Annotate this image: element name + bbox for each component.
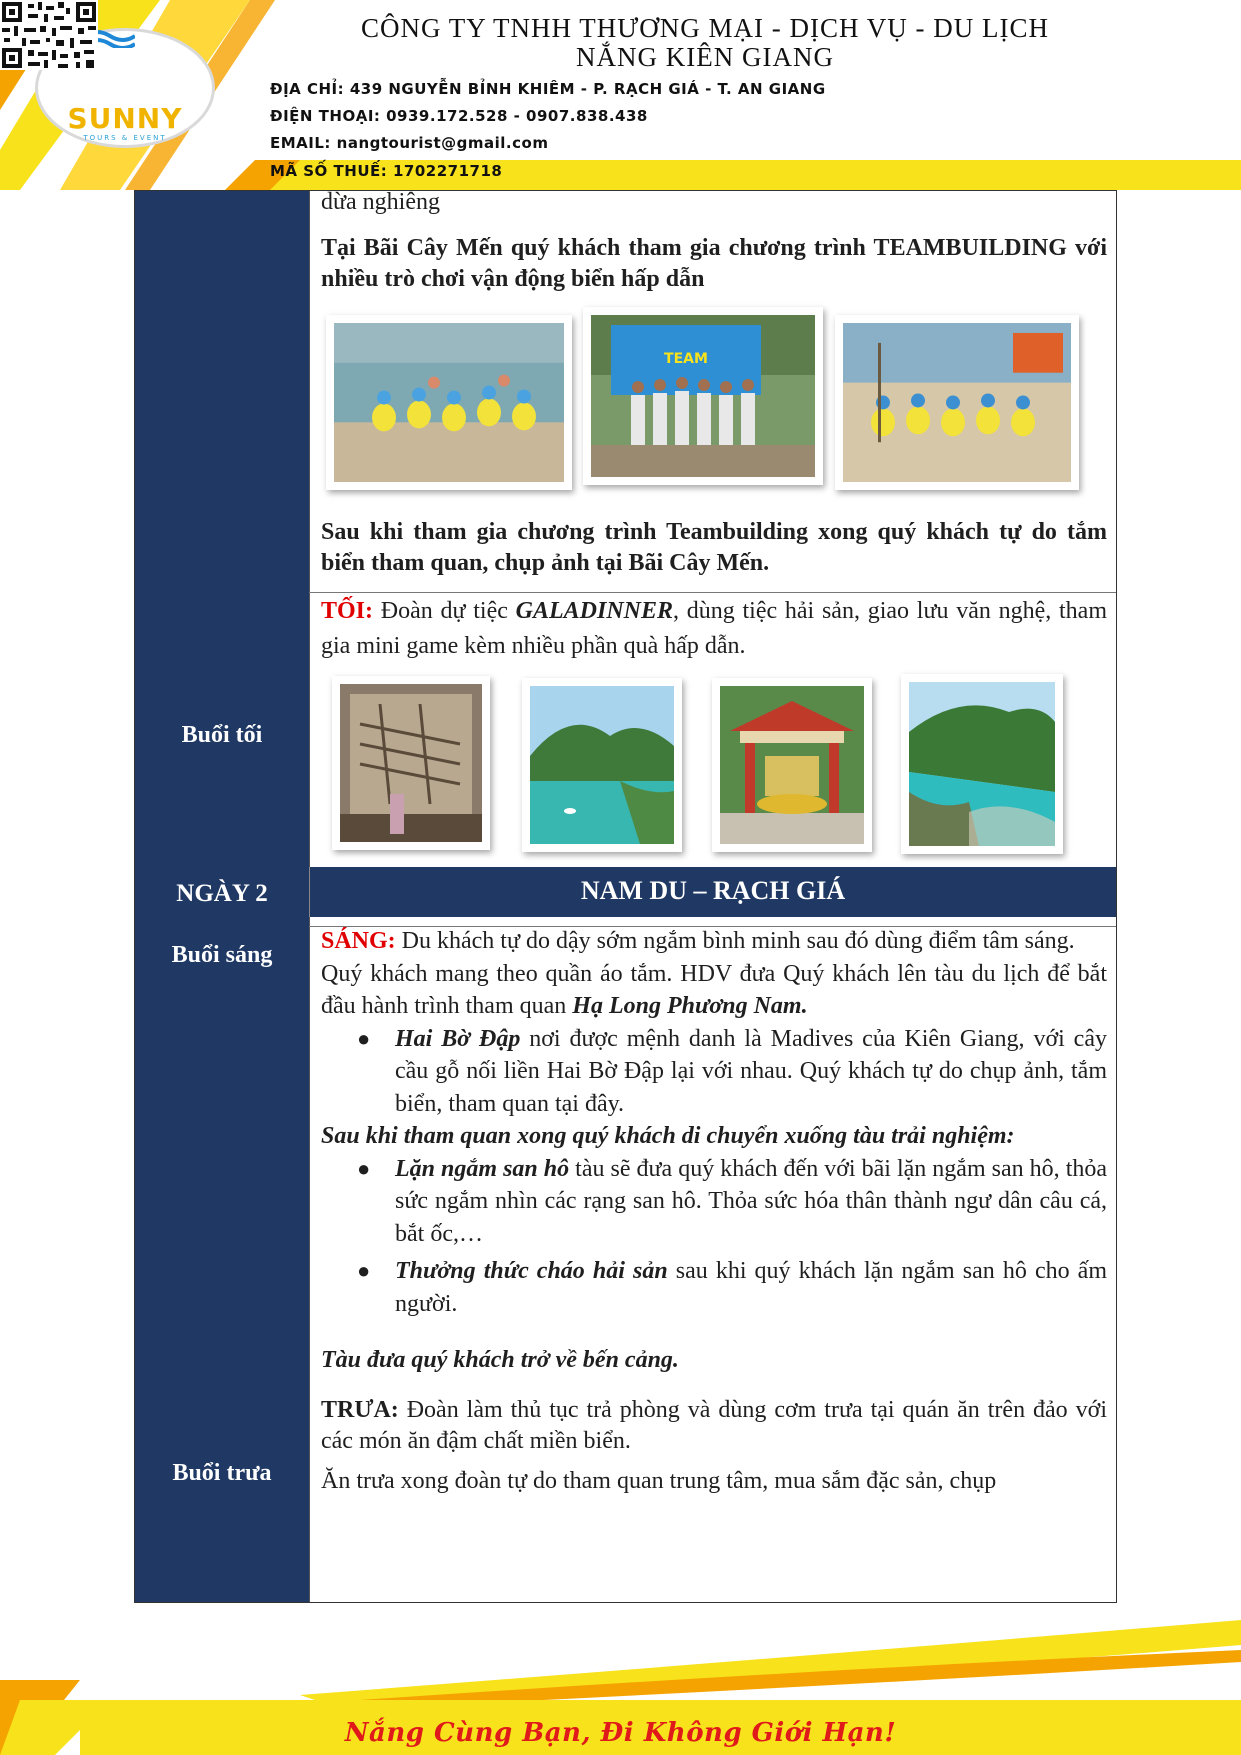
- after-lunch-text: Ăn trưa xong đoàn tự do tham quan trung tâm, mua sắm đặc sản, chụp: [321, 1467, 997, 1494]
- noon-text: Đoàn làm thủ tục trả phòng và dùng cơm trưa tại quán ăn trên đảo với các món ăn đậm chất miền biển.: [321, 1396, 1107, 1454]
- morning-paragraph: [321, 925, 1107, 958]
- svg-text:TEAM: TEAM: [664, 351, 708, 367]
- company-tax-code: MÃ SỐ THUẾ: 1702271718: [270, 162, 503, 180]
- evening-time-label: TỐI:: [321, 598, 374, 624]
- list-item-text: nơi được mệnh danh là Madives của Kiên Giang, với cây cầu gỗ nối liền Hai Bờ Đập lại với nhau. Quý khách tự do chụp ảnh, tắm biển, tham quan tại đây.: [395, 1025, 1107, 1117]
- after-tour-heading: Sau khi tham quan xong quý khách di chuyển xuống tàu trải nghiệm:: [321, 1123, 1015, 1149]
- logo-text: SUNNY: [67, 102, 183, 135]
- return-to-port-text: Tàu đưa quý khách trở về bến cảng.: [321, 1347, 679, 1373]
- list-item-text: tàu sẽ đưa quý khách đến với bãi lặn ngắm san hô, thỏa sức ngắm nhìn các rạng san hô. Thỏa sức hóa thân thành ngư dân câu cá, bắt ốc,…: [395, 1155, 1108, 1247]
- footer-slogan: Nắng Cùng Bạn, Đi Không Giới Hạn!: [344, 1718, 897, 1748]
- list-item: [321, 1255, 1107, 1320]
- company-address: ĐỊA CHỈ: 439 NGUYỄN BỈNH KHIÊM - P. RẠCH GIÁ - T. AN GIANG: [270, 80, 826, 98]
- morning-time-label: SÁNG:: [321, 928, 396, 954]
- list-item-text: sau khi quý khách lặn ngắm san hô cho ấm người.: [395, 1258, 1107, 1317]
- evening-text-pre: Đoàn dự tiệc: [373, 598, 516, 624]
- experience-list: [321, 1153, 1107, 1321]
- evening-photo-3: [712, 678, 872, 852]
- teambuilding-photo-1: [326, 315, 572, 490]
- logo-subtext: TOURS & EVENT: [83, 134, 167, 142]
- list-item-title: Lặn ngắm san hô: [395, 1155, 570, 1182]
- day-2-label: NGÀY 2: [176, 880, 268, 907]
- session-label-evening: Buổi tối: [181, 722, 263, 748]
- company-name: [290, 14, 1120, 72]
- noon-paragraph: [321, 1395, 1107, 1457]
- evening-photo-1: [332, 676, 490, 850]
- day-2-content: [321, 925, 1107, 1497]
- bullet-icon: ●: [357, 1155, 371, 1181]
- evening-photo-4: [901, 674, 1063, 854]
- evening-photo-2: [522, 678, 682, 852]
- company-email: EMAIL: nangtourist@gmail.com: [270, 134, 549, 152]
- after-teambuilding-paragraph: Sau khi tham gia chương trình Teambuilding xong quý khách tự do tắm biển tham quan, chụp ảnh tại Bãi Cây Mến.: [321, 519, 1107, 576]
- list-item-title: Thưởng thức cháo hải sản: [395, 1258, 668, 1284]
- company-name-line1: CÔNG TY TNHH THƯƠNG MẠI - DỊCH VỤ - DU LỊCH: [361, 13, 1049, 43]
- header-band: [0, 0, 1241, 190]
- section-continued-text: dừa nghiêng: [321, 189, 440, 215]
- company-name-line2: NẮNG KIÊN GIANG: [576, 42, 834, 72]
- list-item: [321, 1153, 1107, 1251]
- list-item: [321, 1023, 1107, 1121]
- bullet-icon: ●: [357, 1025, 371, 1051]
- evening-paragraph: [321, 594, 1107, 664]
- day-2-title: NAM DU – RẠCH GIÁ: [580, 876, 846, 905]
- tour-start-text: Quý khách mang theo quần áo tắm. HDV đưa Quý khách lên tàu du lịch để bắt đầu hành trình tham quan: [321, 960, 1107, 1019]
- session-label-morning: Buổi sáng: [171, 942, 273, 968]
- tour-start-paragraph: [321, 958, 1107, 1023]
- evening-text-post: , dùng tiệc hải sản, giao lưu văn nghệ, tham gia mini game kèm nhiều phần quà hấp dẫn.: [321, 598, 1107, 659]
- teambuilding-photo-2: [583, 307, 823, 485]
- morning-text: Du khách tự do dậy sớm ngắm bình minh sau đó dùng điểm tâm sáng.: [395, 928, 1075, 954]
- gala-dinner-label: GALADINNER: [515, 598, 674, 624]
- session-label-noon: Buổi trưa: [172, 1460, 272, 1486]
- ha-long-phuong-nam-label: Hạ Long Phương Nam.: [572, 993, 808, 1019]
- itinerary-table: [134, 190, 1117, 1603]
- attraction-list: [321, 1023, 1107, 1121]
- teambuilding-paragraph: Tại Bãi Cây Mến quý khách tham gia chương trình TEAMBUILDING với nhiều trò chơi vận động biển hấp dẫn: [321, 235, 1107, 292]
- day-2-header-row: [135, 867, 1116, 917]
- noon-time-label: TRƯA:: [321, 1396, 399, 1423]
- list-item-title: Hai Bờ Đập: [395, 1025, 521, 1052]
- qr-code-icon: [0, 0, 98, 70]
- company-phone: ĐIỆN THOẠI: 0939.172.528 - 0907.838.438: [270, 107, 648, 125]
- teambuilding-photo-3: [835, 315, 1079, 490]
- bullet-icon: ●: [357, 1258, 371, 1283]
